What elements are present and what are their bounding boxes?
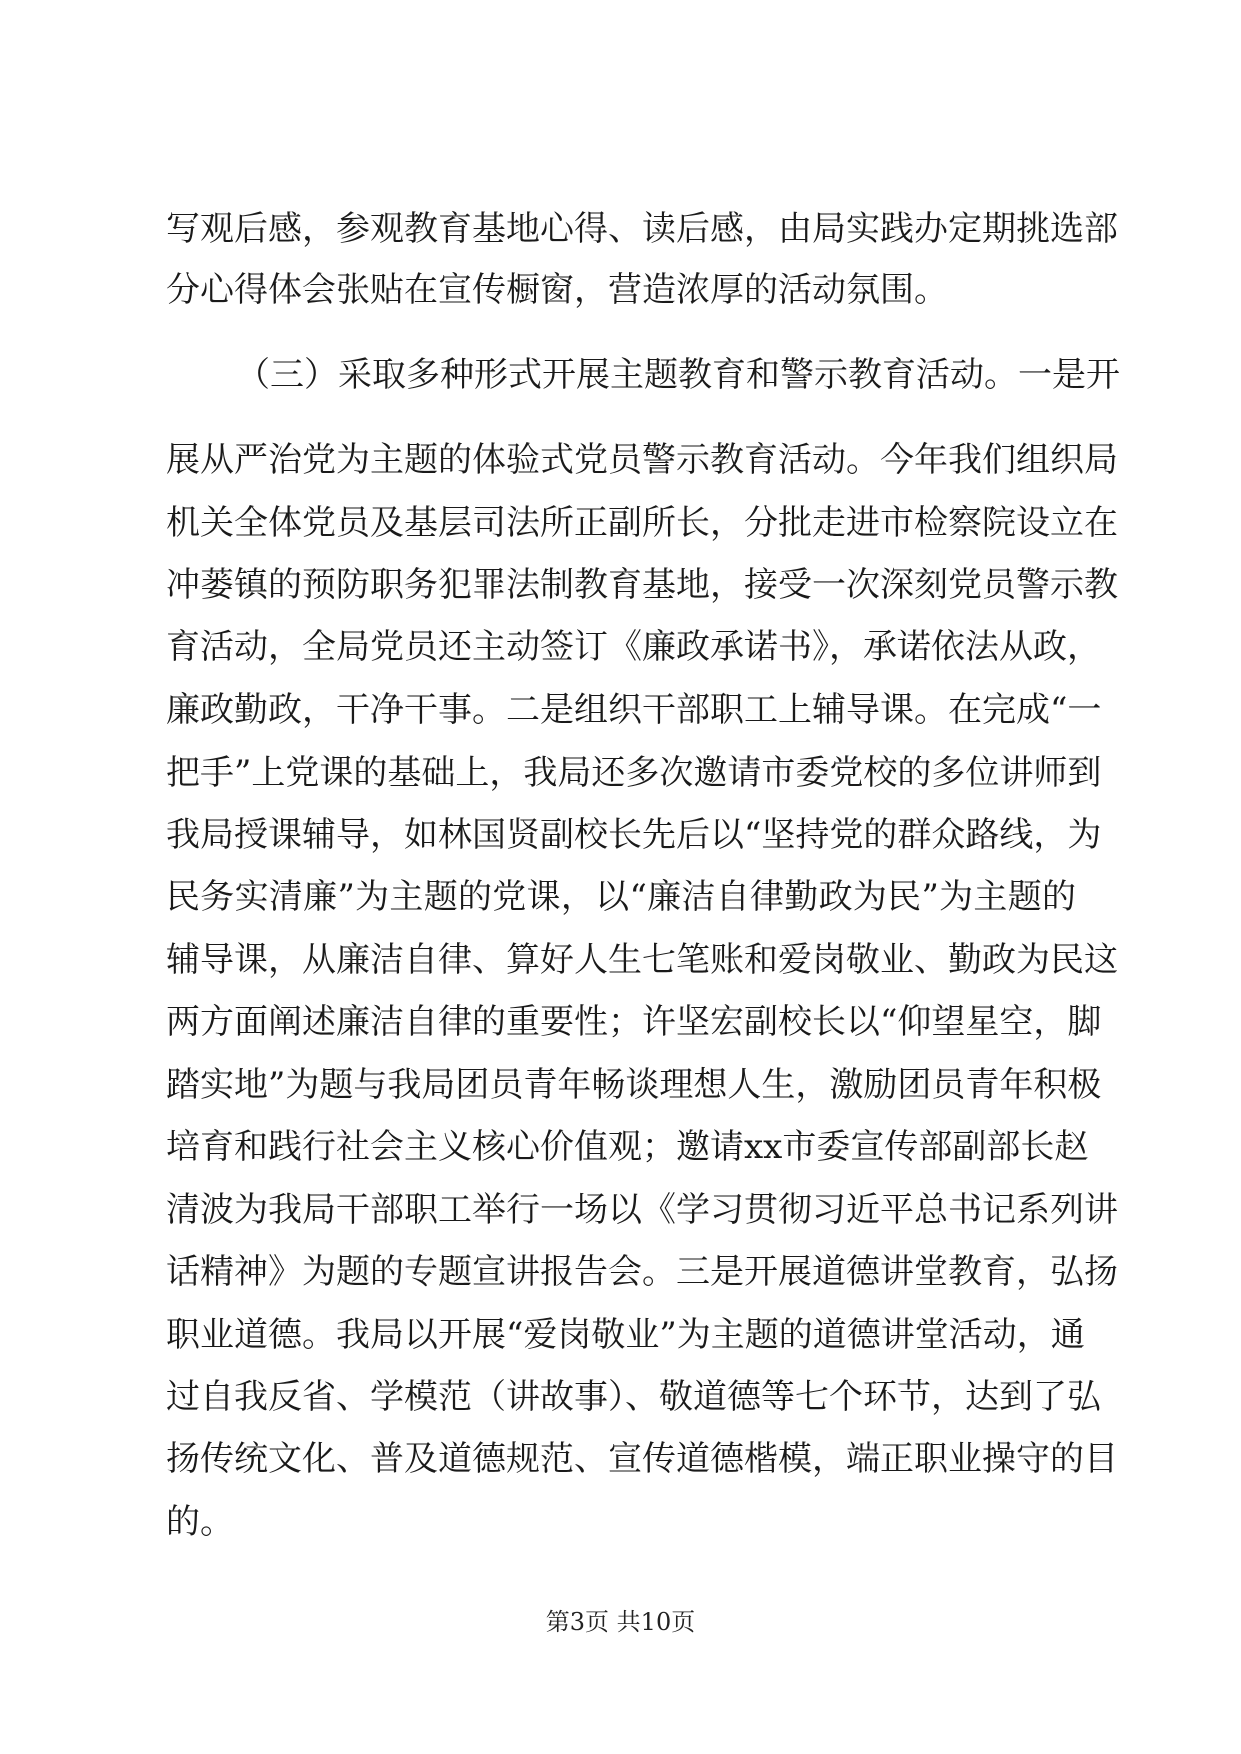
paragraph-line: 廉政勤政，干净干事。二是组织干部职工上辅导课。在完成“一 xyxy=(166,690,1102,730)
paragraph-line: 踏实地”为题与我局团员青年畅谈理想人生，激励团员青年积极 xyxy=(166,1065,1102,1105)
paragraph-line: 冲蒌镇的预防职务犯罪法制教育基地，接受一次深刻党员警示教 xyxy=(166,565,1118,605)
paragraph-line: 过自我反省、学模范（讲故事）、敬道德等七个环节，达到了弘 xyxy=(166,1377,1101,1417)
paragraph-line: 话精神》为题的专题宣讲报告会。三是开展道德讲堂教育，弘扬 xyxy=(166,1252,1118,1292)
paragraph-line: 民务实清廉”为主题的党课，以“廉洁自律勤政为民”为主题的 xyxy=(166,877,1076,917)
paragraph-line: 培育和践行社会主义核心价值观；邀请xx市委宣传部副部长赵 xyxy=(166,1127,1089,1167)
paragraph-line: 扬传统文化、普及道德规范、宣传道德楷模，端正职业操守的目 xyxy=(166,1439,1118,1479)
paragraph-line: 展从严治党为主题的体验式党员警示教育活动。今年我们组织局 xyxy=(166,440,1118,480)
paragraph-line: 辅导课，从廉洁自律、算好人生七笔账和爱岗敬业、勤政为民这 xyxy=(166,940,1118,980)
paragraph-line: 职业道德。我局以开展“爱岗敬业”为主题的道德讲堂活动，通 xyxy=(166,1315,1085,1355)
paragraph-line: （三）采取多种形式开展主题教育和警示教育活动。一是开 xyxy=(236,355,1120,395)
paragraph-line: 我局授课辅导，如林国贤副校长先后以“坚持党的群众路线，为 xyxy=(166,815,1102,855)
page-number-footer: 第3页 共10页 xyxy=(545,1608,696,1636)
paragraph-line: 把手”上党课的基础上，我局还多次邀请市委党校的多位讲师到 xyxy=(166,753,1102,793)
paragraph-line: 分心得体会张贴在宣传橱窗，营造浓厚的活动氛围。 xyxy=(166,270,948,310)
paragraph-line: 写观后感，参观教育基地心得、读后感，由局实践办定期挑选部 xyxy=(166,209,1118,249)
paragraph-line: 的。 xyxy=(166,1502,234,1542)
paragraph-line: 育活动，全局党员还主动签订《廉政承诺书》，承诺依法从政， xyxy=(166,627,1101,667)
paragraph-line: 两方面阐述廉洁自律的重要性；许坚宏副校长以“仰望星空，脚 xyxy=(166,1002,1102,1042)
paragraph-line: 机关全体党员及基层司法所正副所长，分批走进市检察院设立在 xyxy=(166,503,1118,543)
paragraph-line: 清波为我局干部职工举行一场以《学习贯彻习近平总书记系列讲 xyxy=(166,1190,1118,1230)
